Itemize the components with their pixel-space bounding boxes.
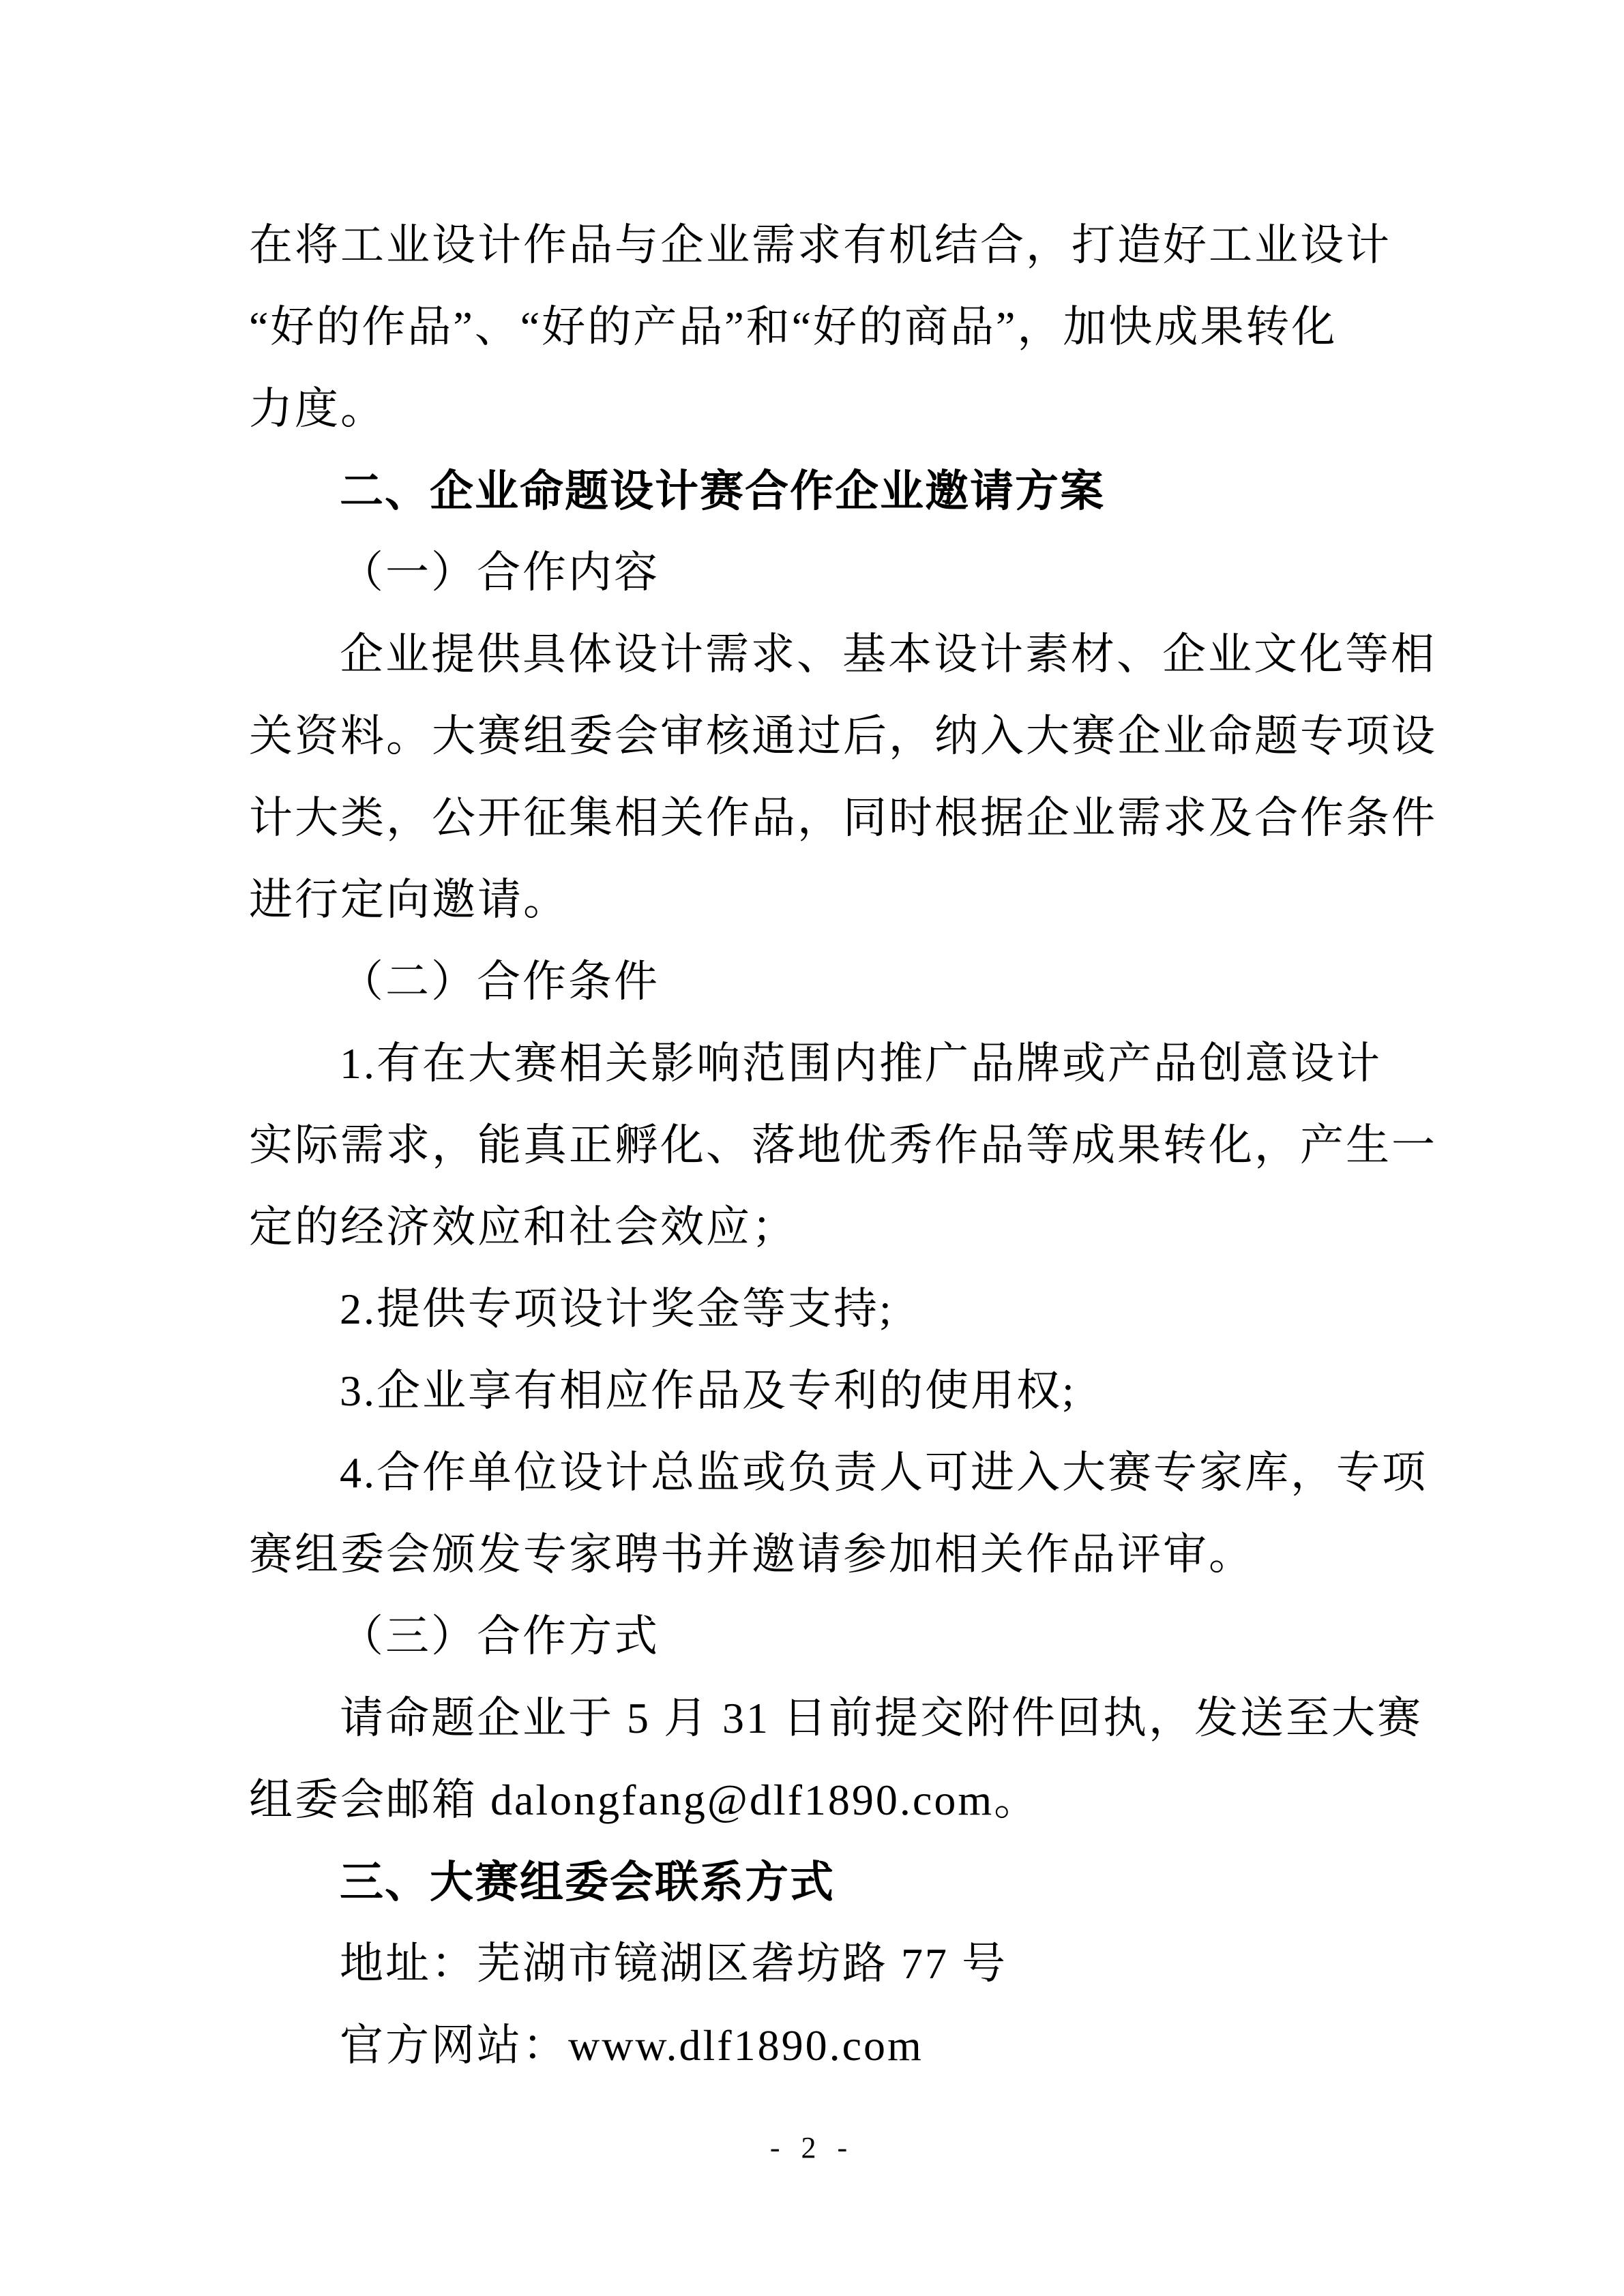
section-heading-2: 二、企业命题设计赛合作企业邀请方案 xyxy=(340,466,1105,516)
list-item-line: 4.合作单位设计总监或负责人可进入大赛专家库，专项 xyxy=(340,1448,1428,1497)
body-line: 在将工业设计作品与企业需求有机结合，打造好工业设计 xyxy=(249,221,1391,269)
body-line: 实际需求，能真正孵化、落地优秀作品等成果转化，产生一 xyxy=(249,1121,1437,1169)
list-item-line: 3.企业享有相应作品及专利的使用权; xyxy=(340,1367,1076,1415)
document-body xyxy=(249,205,1437,2087)
page-number: - 2 - xyxy=(769,2131,855,2164)
body-line: 企业提供具体设计需求、基本设计素材、企业文化等相 xyxy=(340,630,1436,679)
subsection-heading-cooperation-conditions: （二）合作条件 xyxy=(340,957,660,1006)
body-line: 力度。 xyxy=(249,385,386,433)
email-line: 组委会邮箱 dalongfang@dlf1890.com。 xyxy=(249,1776,1040,1824)
subsection-heading-cooperation-method: （三）合作方式 xyxy=(340,1612,660,1660)
website-line: 官方网站：www.dlf1890.com xyxy=(340,2021,924,2070)
body-line: 关资料。大赛组委会审核通过后，纳入大赛企业命题专项设 xyxy=(249,712,1437,760)
address-line: 地址：芜湖市镜湖区砻坊路 77 号 xyxy=(340,1939,1007,1988)
list-item-line: 1.有在大赛相关影响范围内推广品牌或产品创意设计 xyxy=(340,1039,1382,1088)
list-item-line: 2.提供专项设计奖金等支持; xyxy=(340,1285,894,1333)
body-line: 请命题企业于 5 月 31 日前提交附件回执，发送至大赛 xyxy=(340,1694,1423,1742)
section-heading-3: 三、大赛组委会联系方式 xyxy=(340,1858,835,1907)
body-line: 赛组委会颁发专家聘书并邀请参加相关作品评审。 xyxy=(249,1530,1254,1579)
body-line: “好的作品”、“好的产品”和“好的商品”，加快成果转化 xyxy=(249,303,1338,351)
body-line: 计大类，公开征集相关作品，同时根据企业需求及合作条件 xyxy=(249,794,1437,842)
body-line: 定的经济效应和社会效应； xyxy=(249,1203,797,1251)
subsection-heading-cooperation-content: （一）合作内容 xyxy=(340,548,660,597)
body-line: 进行定向邀请。 xyxy=(249,876,569,924)
